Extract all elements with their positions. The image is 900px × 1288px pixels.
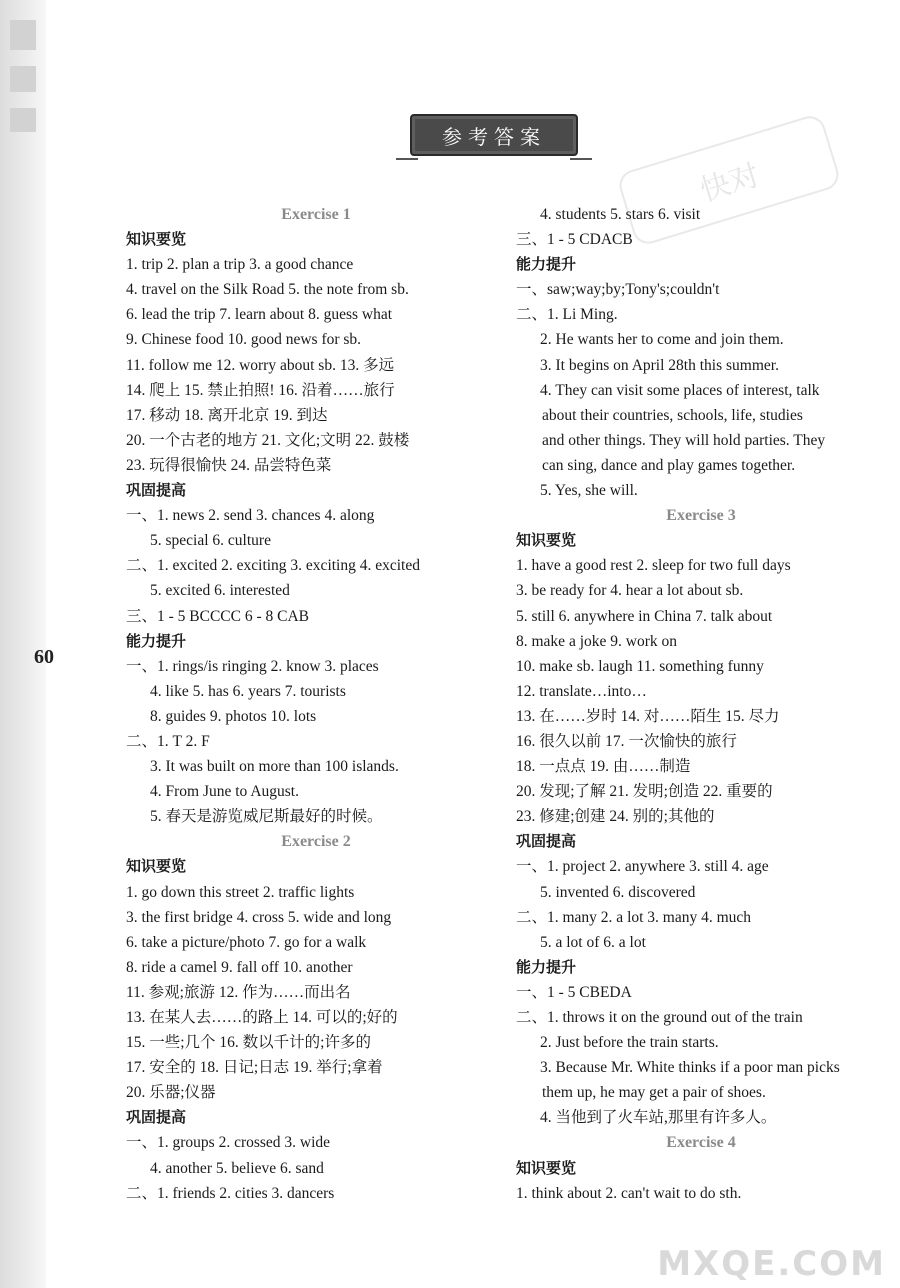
answer-line: 二、1. throws it on the ground out of the train: [516, 1009, 803, 1026]
answer-line: 10. make sb. laugh 11. something funny: [516, 657, 764, 675]
exercise-title: Exercise 2: [281, 833, 351, 851]
section-heading: 能力提升: [126, 631, 187, 650]
answer-line: 3. Because Mr. White thinks if a poor man picks: [540, 1059, 840, 1077]
section-heading: 知识要览: [126, 857, 187, 876]
answer-line: 二、1. T 2. F: [126, 732, 210, 750]
answer-line: 20. 发现;了解 21. 发明;创造 22. 重要的: [516, 783, 773, 801]
answer-line: 6. take a picture/photo 7. go for a walk: [126, 933, 367, 951]
banner-title: 参考答案: [410, 114, 578, 156]
answer-line: 4. From June to August.: [150, 783, 299, 801]
answer-line: 一、1. rings/is ringing 2. know 3. places: [126, 657, 379, 675]
answer-line: and other things. They will hold parties. They: [542, 431, 826, 449]
answer-line: 4. travel on the Silk Road 5. the note from sb.: [126, 281, 409, 299]
margin-mark: [10, 108, 36, 132]
answer-line: 一、1. project 2. anywhere 3. still 4. age: [516, 858, 769, 876]
answer-line: 1. trip 2. plan a trip 3. a good chance: [126, 256, 354, 274]
banner-ornament: [396, 152, 418, 160]
answer-line: 5. special 6. culture: [150, 532, 271, 550]
answer-line: 8. make a joke 9. work on: [516, 632, 677, 650]
answer-line: 5. 春天是游览威尼斯最好的时候。: [150, 808, 383, 826]
answer-line: 3. It begins on April 28th this summer.: [540, 356, 779, 374]
answer-key-banner: [396, 112, 592, 158]
answer-line: can sing, dance and play games together.: [542, 456, 796, 474]
answer-line: 3. the first bridge 4. cross 5. wide and long: [126, 908, 392, 926]
right-column: [516, 202, 886, 1206]
answer-line: 14. 爬上 15. 禁止拍照! 16. 沿着……旅行: [126, 381, 395, 399]
answer-line: 15. 一些;几个 16. 数以千计的;许多的: [126, 1034, 371, 1052]
answer-line: 9. Chinese food 10. good news for sb.: [126, 331, 362, 349]
page-number: 60: [34, 646, 54, 668]
exercise-title: Exercise 3: [666, 507, 736, 525]
answer-line: 一、1. groups 2. crossed 3. wide: [126, 1134, 331, 1152]
answer-line: 1. have a good rest 2. sleep for two full days: [516, 557, 791, 575]
answer-line: 4. another 5. believe 6. sand: [150, 1159, 324, 1177]
answer-line: 一、1 - 5 CBEDA: [516, 983, 632, 1001]
answer-line: 13. 在某人去……的路上 14. 可以的;好的: [126, 1009, 398, 1026]
answer-line: 8. ride a camel 9. fall off 10. another: [126, 958, 353, 976]
watermark-stamp: 快对: [616, 112, 843, 247]
answer-line: 5. still 6. anywhere in China 7. talk about: [516, 607, 773, 625]
section-heading: 知识要览: [516, 531, 577, 550]
left-margin-strip: [0, 0, 46, 1288]
answer-line: 5. a lot of 6. a lot: [540, 933, 646, 951]
section-heading: 巩固提高: [126, 1108, 187, 1127]
answer-line: 三、1 - 5 BCCCC 6 - 8 CAB: [126, 607, 310, 625]
margin-mark: [10, 66, 36, 92]
answer-line: 23. 修建;创建 24. 别的;其他的: [516, 808, 715, 826]
answer-line: 16. 很久以前 17. 一次愉快的旅行: [516, 732, 737, 750]
answer-line: 20. 一个古老的地方 21. 文化;文明 22. 鼓楼: [126, 431, 410, 449]
section-heading: 能力提升: [516, 255, 577, 274]
site-watermark: MXQE.COM: [657, 1244, 886, 1284]
answer-line: 6. lead the trip 7. learn about 8. guess what: [126, 306, 393, 324]
answer-line: 一、saw;way;by;Tony's;couldn't: [516, 281, 720, 299]
section-heading: 知识要览: [126, 230, 187, 249]
answer-line: 18. 一点点 19. 由……制造: [516, 758, 691, 776]
answer-line: 20. 乐器;仪器: [126, 1084, 216, 1102]
answer-line: about their countries, schools, life, studies: [542, 406, 803, 424]
section-heading: 巩固提高: [516, 832, 577, 851]
answer-line: 三、1 - 5 CDACB: [516, 231, 633, 249]
left-column: [126, 202, 506, 1206]
answer-line: 4. They can visit some places of interest, talk: [540, 381, 820, 399]
answer-line: 23. 玩得很愉快 24. 品尝特色菜: [126, 456, 332, 474]
answer-line: 11. follow me 12. worry about sb. 13. 多远: [126, 356, 395, 374]
answer-line: them up, he may get a pair of shoes.: [542, 1084, 766, 1102]
section-heading: 知识要览: [516, 1158, 577, 1177]
banner-ornament: [570, 152, 592, 160]
answer-line: 13. 在……岁时 14. 对……陌生 15. 尽力: [516, 707, 780, 725]
answer-line: 3. It was built on more than 100 islands.: [150, 758, 399, 776]
section-heading: 巩固提高: [126, 481, 187, 500]
answer-line: 4. 当他到了火车站,那里有许多人。: [540, 1109, 777, 1127]
answer-line: 二、1. Li Ming.: [516, 306, 618, 324]
answer-line: 5. Yes, she will.: [540, 482, 638, 500]
answer-line: 8. guides 9. photos 10. lots: [150, 707, 317, 725]
answer-line: 5. excited 6. interested: [150, 582, 290, 600]
answer-line: 17. 移动 18. 离开北京 19. 到达: [126, 406, 328, 424]
exercise-title: Exercise 1: [281, 206, 351, 223]
answer-line: 2. Just before the train starts.: [540, 1034, 719, 1052]
answer-line: 1. go down this street 2. traffic lights: [126, 883, 355, 901]
answer-line: 1. think about 2. can't wait to do sth.: [516, 1184, 742, 1202]
exercise-title: Exercise 4: [666, 1134, 736, 1152]
answer-line: 2. He wants her to come and join them.: [540, 331, 784, 349]
answer-line: 17. 安全的 18. 日记;日志 19. 举行;拿着: [126, 1059, 383, 1077]
answer-line: 4. like 5. has 6. years 7. tourists: [150, 682, 346, 700]
answer-line: 11. 参观;旅游 12. 作为……而出名: [126, 983, 351, 1001]
answer-line: 二、1. excited 2. exciting 3. exciting 4. excited: [126, 557, 420, 575]
answer-line: 二、1. many 2. a lot 3. many 4. much: [516, 908, 752, 926]
answer-line: 4. students 5. stars 6. visit: [540, 206, 701, 223]
section-heading: 能力提升: [516, 957, 577, 976]
margin-mark: [10, 20, 36, 50]
answer-line: 3. be ready for 4. hear a lot about sb.: [516, 582, 744, 600]
answer-line: 5. invented 6. discovered: [540, 883, 696, 901]
answer-line: 12. translate…into…: [516, 682, 647, 700]
answer-line: 二、1. friends 2. cities 3. dancers: [126, 1184, 335, 1202]
answer-line: 一、1. news 2. send 3. chances 4. along: [126, 507, 375, 525]
